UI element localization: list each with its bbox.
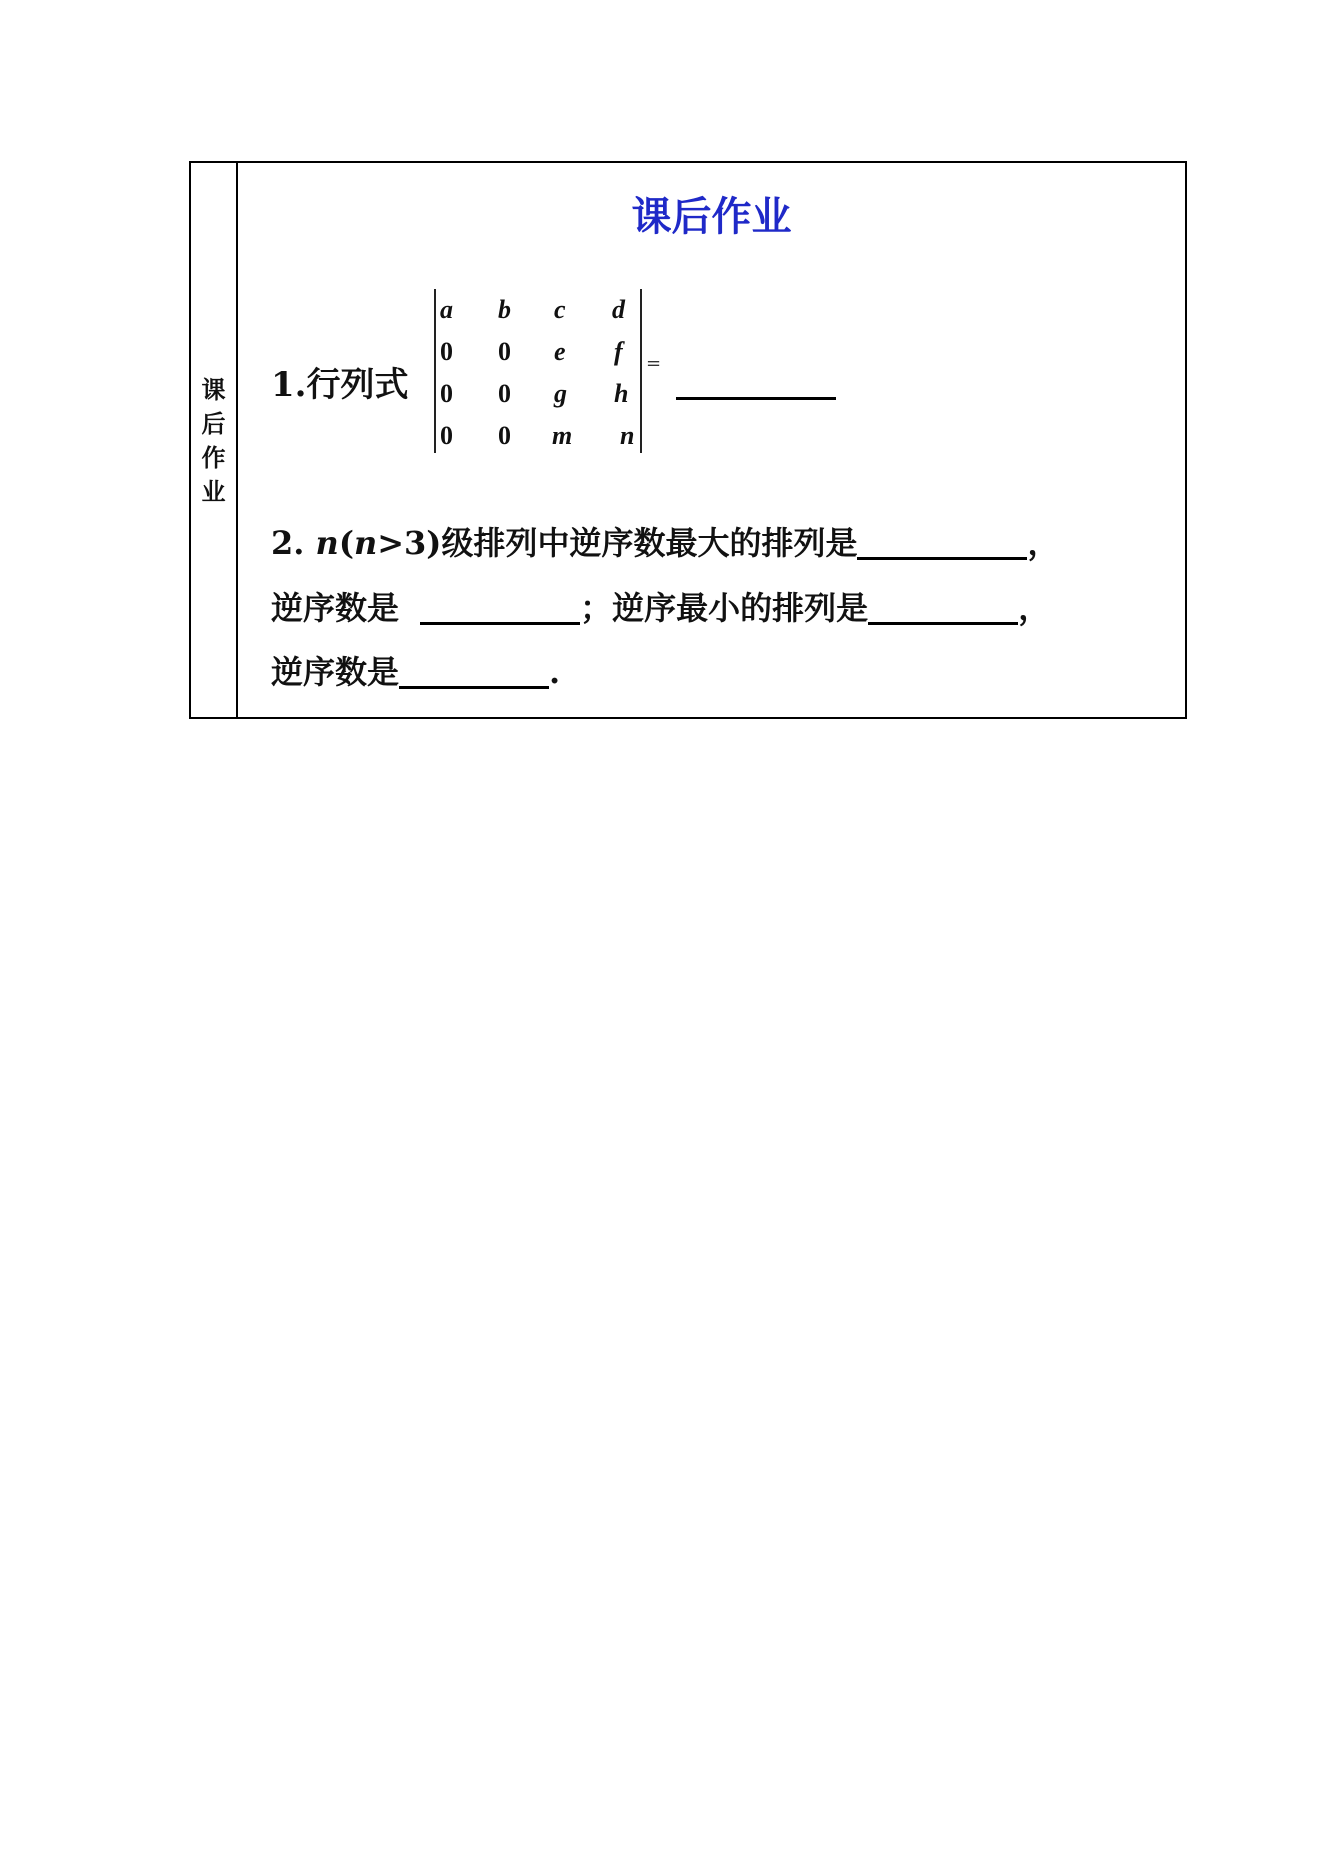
q2-comma-2: ， xyxy=(1018,589,1051,627)
determinant xyxy=(434,289,642,453)
answer-blank-1[interactable] xyxy=(676,397,836,400)
homework-table xyxy=(189,161,1187,719)
q2-text-1: 级排列中逆序数最大的排列是 xyxy=(441,524,858,562)
side-char: 课 xyxy=(201,376,226,404)
matrix-cell: d xyxy=(612,295,625,324)
matrix-cell: 0 xyxy=(498,421,511,450)
q2-prefix: 2. xyxy=(271,524,316,562)
matrix-cell: g xyxy=(554,379,567,408)
q2-period: . xyxy=(549,653,561,691)
matrix-cell: 0 xyxy=(498,337,511,366)
side-label xyxy=(191,373,236,509)
matrix-cell: 0 xyxy=(440,379,453,408)
q2-text-4: 逆序数是 xyxy=(271,653,400,691)
matrix-cell: f xyxy=(614,337,623,366)
matrix-cell: h xyxy=(614,379,629,408)
q2-semicolon: ； xyxy=(580,589,613,627)
side-char: 业 xyxy=(201,478,226,506)
q2-paren: ( xyxy=(338,524,354,562)
matrix-cell: 0 xyxy=(440,337,453,366)
q2-text-3: 逆序最小的排列是 xyxy=(612,589,869,627)
q2-comma-1: ， xyxy=(1027,524,1060,562)
matrix-cell: b xyxy=(498,295,511,324)
answer-blank-4[interactable] xyxy=(868,622,1018,625)
q2-condition: >3) xyxy=(377,524,442,562)
question-1-label: 1.行列式 xyxy=(271,365,409,405)
matrix-cell: m xyxy=(552,421,573,450)
equals-sign: = xyxy=(646,353,662,374)
side-char: 作 xyxy=(201,444,226,472)
matrix-cell: 0 xyxy=(440,421,453,450)
answer-blank-3[interactable] xyxy=(420,622,580,625)
q2-n: n xyxy=(315,524,339,562)
side-char: 后 xyxy=(201,410,226,438)
matrix-cell: c xyxy=(554,295,566,324)
content-cell xyxy=(238,163,1185,717)
q2-text-2: 逆序数是 xyxy=(271,589,400,627)
q2-n-inner: n xyxy=(353,524,378,562)
matrix-cell: n xyxy=(620,421,635,450)
answer-blank-2[interactable] xyxy=(857,557,1027,560)
matrix-cell: a xyxy=(440,295,453,324)
question-2-line-2 xyxy=(271,583,1050,629)
question-2-line-1 xyxy=(271,518,1059,564)
matrix-cell: e xyxy=(554,337,566,366)
answer-blank-5[interactable] xyxy=(399,686,549,689)
side-header-cell xyxy=(191,163,238,717)
question-2-line-3 xyxy=(271,647,560,693)
page-title: 课后作业 xyxy=(631,194,792,240)
matrix-cell: 0 xyxy=(498,379,511,408)
